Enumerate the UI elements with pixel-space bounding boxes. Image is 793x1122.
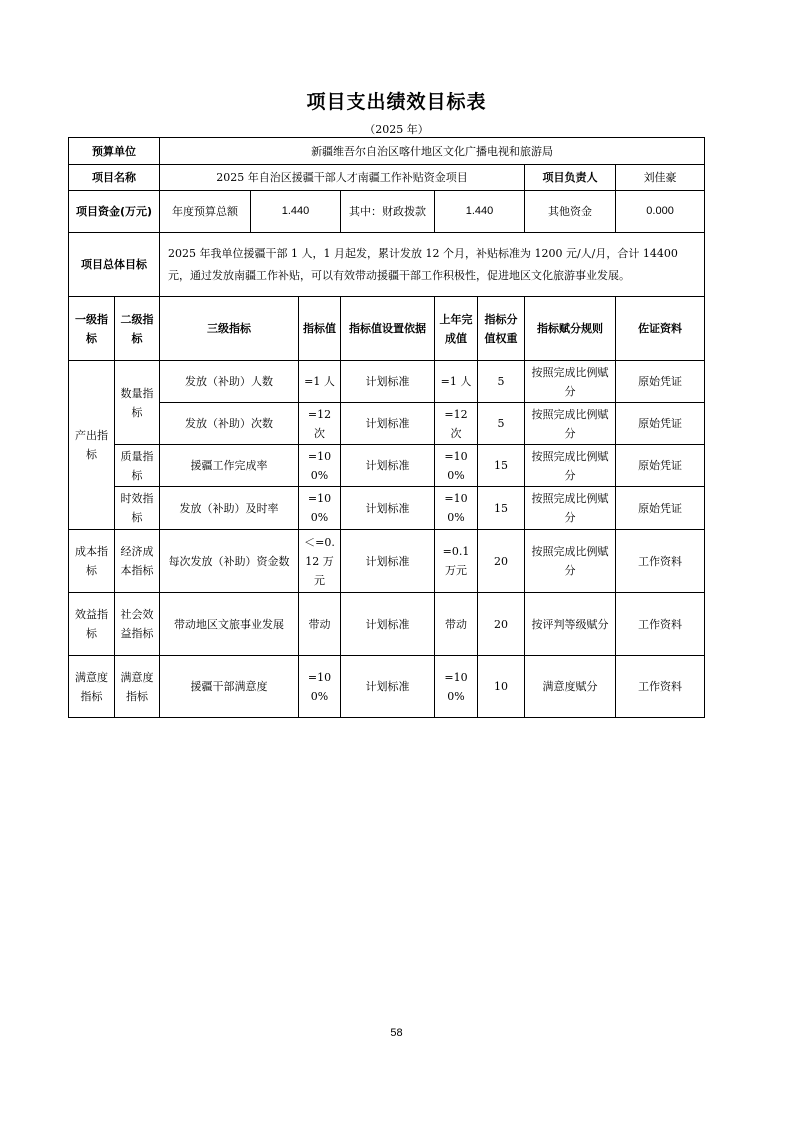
- last-year-value: =100%: [435, 487, 478, 530]
- header-value: 指标值: [299, 297, 341, 361]
- funds-row: [69, 191, 705, 233]
- page-number: 58: [390, 1027, 403, 1039]
- scoring-rule: 按照完成比例赋分: [525, 487, 616, 530]
- weight: 5: [478, 403, 525, 445]
- indicator: 援疆干部满意度: [160, 656, 299, 718]
- weight: 20: [478, 530, 525, 593]
- table-row: [69, 445, 705, 487]
- indicator: 带动地区文旅事业发展: [160, 593, 299, 656]
- last-year-value: =100%: [435, 445, 478, 487]
- project-leader-label: 项目负责人: [525, 165, 616, 191]
- scoring-rule: 按评判等级赋分: [525, 593, 616, 656]
- annual-budget-label: 年度预算总额: [160, 191, 251, 233]
- evidence: 工作资料: [616, 593, 705, 656]
- table-row: [69, 487, 705, 530]
- indicator: 每次发放（补助）资金数: [160, 530, 299, 593]
- group-benefit: 效益指标: [69, 593, 115, 656]
- subgroup-timeliness: 时效指标: [115, 487, 160, 530]
- indicator: 发放（补助）人数: [160, 361, 299, 403]
- header-row: [69, 297, 705, 361]
- evidence: 原始凭证: [616, 445, 705, 487]
- indicator-basis: 计划标准: [341, 487, 435, 530]
- page-title: 项目支出绩效目标表: [306, 91, 487, 113]
- indicator: 发放（补助）及时率: [160, 487, 299, 530]
- budget-unit-row: [69, 138, 705, 165]
- weight: 20: [478, 593, 525, 656]
- indicator-value: 带动: [299, 593, 341, 656]
- indicator-basis: 计划标准: [341, 403, 435, 445]
- subgroup-satisfaction: 满意度指标: [115, 656, 160, 718]
- indicator: 发放（补助）次数: [160, 403, 299, 445]
- performance-table: [68, 137, 705, 718]
- indicator-value: ＜=0.12 万元: [299, 530, 341, 593]
- subgroup-quantity: 数量指标: [115, 361, 160, 445]
- project-name-row: [69, 165, 705, 191]
- scoring-rule: 满意度赋分: [525, 656, 616, 718]
- indicator: 援疆工作完成率: [160, 445, 299, 487]
- evidence: 原始凭证: [616, 487, 705, 530]
- weight: 10: [478, 656, 525, 718]
- project-name-value: 2025 年自治区援疆干部人才南疆工作补贴资金项目: [160, 165, 525, 191]
- other-funds-value: 0.000: [616, 191, 705, 233]
- header-last-year: 上年完成值: [435, 297, 478, 361]
- indicator-basis: 计划标准: [341, 361, 435, 403]
- group-output: 产出指标: [69, 361, 115, 530]
- evidence: 原始凭证: [616, 403, 705, 445]
- header-level2: 二级指标: [115, 297, 160, 361]
- header-basis: 指标值设置依据: [341, 297, 435, 361]
- funds-label: 项目资金(万元): [69, 191, 160, 233]
- table-row: [69, 656, 705, 718]
- fiscal-label: 其中：财政拨款: [341, 191, 435, 233]
- header-level1: 一级指标: [69, 297, 115, 361]
- evidence: 工作资料: [616, 656, 705, 718]
- budget-unit-value: 新疆维吾尔自治区喀什地区文化广播电视和旅游局: [160, 138, 705, 165]
- goal-row: [69, 233, 705, 297]
- last-year-value: =12 次: [435, 403, 478, 445]
- header-weight: 指标分值权重: [478, 297, 525, 361]
- annual-budget-value: 1.440: [251, 191, 341, 233]
- indicator-value: =100%: [299, 656, 341, 718]
- last-year-value: =0.1 万元: [435, 530, 478, 593]
- indicator-value: =1 人: [299, 361, 341, 403]
- budget-unit-label: 预算单位: [69, 138, 160, 165]
- table-row: [69, 403, 705, 445]
- subgroup-quality: 质量指标: [115, 445, 160, 487]
- other-funds-label: 其他资金: [525, 191, 616, 233]
- indicator-basis: 计划标准: [341, 445, 435, 487]
- last-year-value: =1 人: [435, 361, 478, 403]
- table-row: [69, 593, 705, 656]
- indicator-basis: 计划标准: [341, 593, 435, 656]
- scoring-rule: 按照完成比例赋分: [525, 361, 616, 403]
- indicator-basis: 计划标准: [341, 530, 435, 593]
- last-year-value: 带动: [435, 593, 478, 656]
- group-satisfaction: 满意度指标: [69, 656, 115, 718]
- evidence: 工作资料: [616, 530, 705, 593]
- subgroup-social-benefit: 社会效益指标: [115, 593, 160, 656]
- project-name-label: 项目名称: [69, 165, 160, 191]
- weight: 5: [478, 361, 525, 403]
- weight: 15: [478, 445, 525, 487]
- header-level3: 三级指标: [160, 297, 299, 361]
- last-year-value: =100%: [435, 656, 478, 718]
- header-evidence: 佐证资料: [616, 297, 705, 361]
- scoring-rule: 按照完成比例赋分: [525, 445, 616, 487]
- evidence: 原始凭证: [616, 361, 705, 403]
- indicator-value: =100%: [299, 445, 341, 487]
- indicator-basis: 计划标准: [341, 656, 435, 718]
- table-row: [69, 530, 705, 593]
- indicator-value: =12 次: [299, 403, 341, 445]
- goal-label: 项目总体目标: [69, 233, 160, 297]
- table-row: [69, 361, 705, 403]
- table-year: （2025 年）: [364, 123, 429, 136]
- indicator-value: =100%: [299, 487, 341, 530]
- scoring-rule: 按照完成比例赋分: [525, 403, 616, 445]
- project-leader-value: 刘佳豪: [616, 165, 705, 191]
- goal-text: 2025 年我单位援疆干部 1 人，1 月起发，累计发放 12 个月，补贴标准为 1200 元/人/月，合计 14400 元，通过发放南疆工作补贴，可以有效带动援疆干部工作积极性，促进地区文化旅游事业发展。: [160, 233, 705, 297]
- group-cost: 成本指标: [69, 530, 115, 593]
- fiscal-value: 1.440: [435, 191, 525, 233]
- header-rule: 指标赋分规则: [525, 297, 616, 361]
- scoring-rule: 按照完成比例赋分: [525, 530, 616, 593]
- weight: 15: [478, 487, 525, 530]
- subgroup-economic-cost: 经济成本指标: [115, 530, 160, 593]
